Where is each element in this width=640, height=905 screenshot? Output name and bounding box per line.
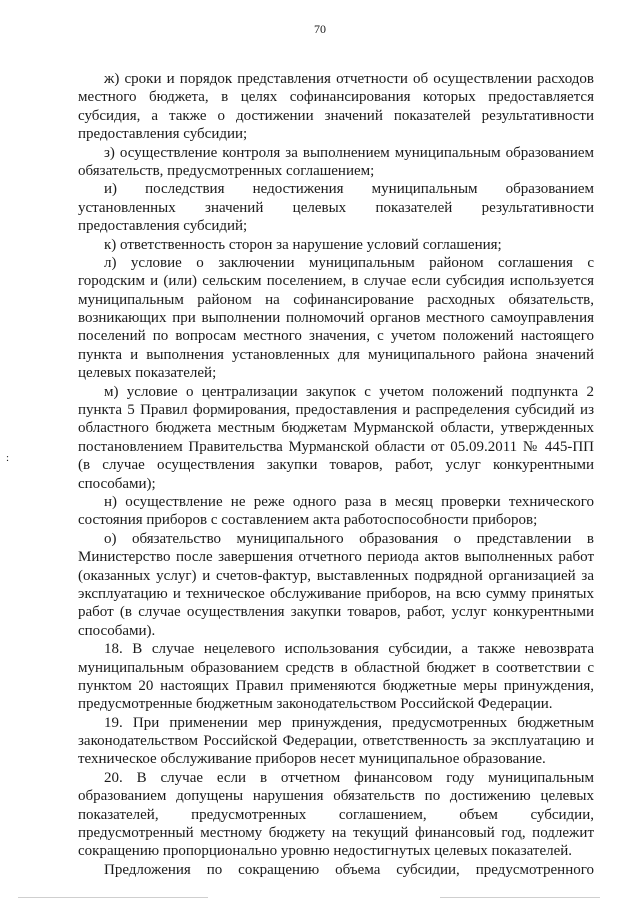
paragraph-line: предоставления субсидии; [78, 126, 248, 143]
paragraph [78, 861, 594, 879]
paragraph-line: 19. При применении мер принуждения, предусмотренных бюджетным [104, 714, 594, 731]
paragraph-line: м) условие о централизации закупок с учетом положений подпункта 2 [104, 383, 594, 400]
paragraph-line: о) обязательство муниципального образования о представлении в [104, 530, 594, 547]
paragraph-line: целевых показателей; [78, 365, 217, 382]
paragraph-line: сокращению пропорционально уровню недостигнутых целевых показателей. [78, 843, 573, 860]
paragraph [78, 254, 594, 383]
paragraph-line: способами); [78, 475, 156, 492]
paragraph [78, 714, 594, 769]
paragraph-line: пунктом 20 настоящих Правил применяются бюджетные меры принуждения, [78, 677, 594, 694]
paragraph [78, 530, 594, 640]
paragraph-line: з) осуществление контроля за выполнением муниципальным образованием [104, 144, 594, 161]
margin-mark: : [6, 452, 10, 464]
paragraph-line: предоставления субсидий; [78, 218, 248, 235]
paragraph-line: (оказанных услуг) и счетов-фактур, выставленных подрядной организацией за [78, 567, 594, 584]
page-number: 70 [314, 22, 326, 36]
paragraph [78, 236, 594, 254]
scan-edge-rule-right [440, 897, 600, 898]
paragraph-line: постановлением Правительства Мурманской области от 05.09.2011 № 445-ПП [78, 438, 594, 455]
paragraph-line: и) последствия недостижения муниципальным образованием [104, 181, 594, 198]
paragraph [78, 144, 594, 181]
paragraph-line: образованием допущены нарушения обязательств по достижению целевых [78, 788, 594, 805]
paragraph-line: (в случае осуществления закупки товаров, работ, услуг конкурентными [78, 457, 594, 474]
paragraph-line: городским и (или) сельским поселением, в случае если субсидия используется [78, 273, 594, 290]
paragraph-line: предусмотренный местному бюджету на текущий финансовый год, подлежит [78, 825, 594, 842]
paragraph [78, 70, 594, 144]
paragraph-line: возникающих при выполнении полномочий органов местного самоуправления [78, 310, 594, 327]
paragraph-line: предусмотренные бюджетным законодательством Российской Федерации. [78, 696, 553, 713]
paragraph-line: муниципальным районом на софинансирование расходных обязательств, [78, 291, 594, 308]
paragraph-line: Министерство после завершения отчетного периода актов выполненных работ [78, 549, 594, 566]
scan-edge-rule-left [18, 897, 208, 898]
paragraph-line: н) осуществление не реже одного раза в месяц проверки технического [104, 493, 594, 510]
paragraph-line: способами). [78, 622, 156, 639]
paragraph-line: к) ответственность сторон за нарушение условий соглашения; [104, 236, 502, 253]
paragraph-line: 20. В случае если в отчетном финансовом году муниципальным [104, 769, 594, 786]
paragraph-line: техническое обслуживание приборов несет муниципальное образование. [78, 751, 546, 768]
paragraph-line: пункта 5 Правил формирования, предоставления и распределения субсидий из [78, 402, 594, 419]
paragraph-line: законодательством Российской Федерации, ответственность за эксплуатацию и [78, 733, 594, 750]
paragraph-line: ж) сроки и порядок представления отчетности об осуществлении расходов [104, 71, 594, 87]
paragraph [78, 640, 594, 714]
document-body [78, 70, 594, 879]
paragraph-line: показателей, предусмотренных соглашением, объем субсидии, [78, 806, 594, 823]
paragraph-line: субсидия, а также о достижении значений показателей результативности [78, 107, 594, 124]
paragraph-line: эксплуатацию и техническое обслуживание приборов, на всю сумму принятых [78, 585, 594, 602]
paragraph-line: поселений по вопросам местного значения, с учетом положений настоящего [78, 328, 594, 345]
paragraph-line: муниципальным образованием средств в областной бюджет в соответствии с [78, 659, 594, 676]
paragraph-line: обязательств, предусмотренных соглашением; [78, 162, 375, 179]
paragraph-line: состояния приборов с составлением акта работоспособности приборов; [78, 512, 538, 529]
paragraph [78, 769, 594, 861]
paragraph-line: Предложения по сокращению объема субсидии, предусмотренного [104, 861, 594, 878]
paragraph-line: пункта и выполнения установленных для муниципального района значений [78, 346, 594, 363]
paragraph-line: местного бюджета, в целях софинансирования которых предоставляется [78, 89, 594, 106]
paragraph [78, 180, 594, 235]
paragraph-line: областного бюджета местным бюджетам Мурманской области, утвержденных [78, 420, 594, 437]
paragraph-line: установленных значений целевых показателей результативности [78, 199, 594, 216]
paragraph [78, 493, 594, 530]
paragraph [78, 383, 594, 493]
paragraph-line: 18. В случае нецелевого использования субсидии, а также невозврата [104, 641, 594, 658]
paragraph-line: л) условие о заключении муниципальным районом соглашения с [104, 254, 594, 271]
paragraph-line: работ (в случае осуществления закупки товаров, работ, услуг конкурентными [78, 604, 594, 621]
